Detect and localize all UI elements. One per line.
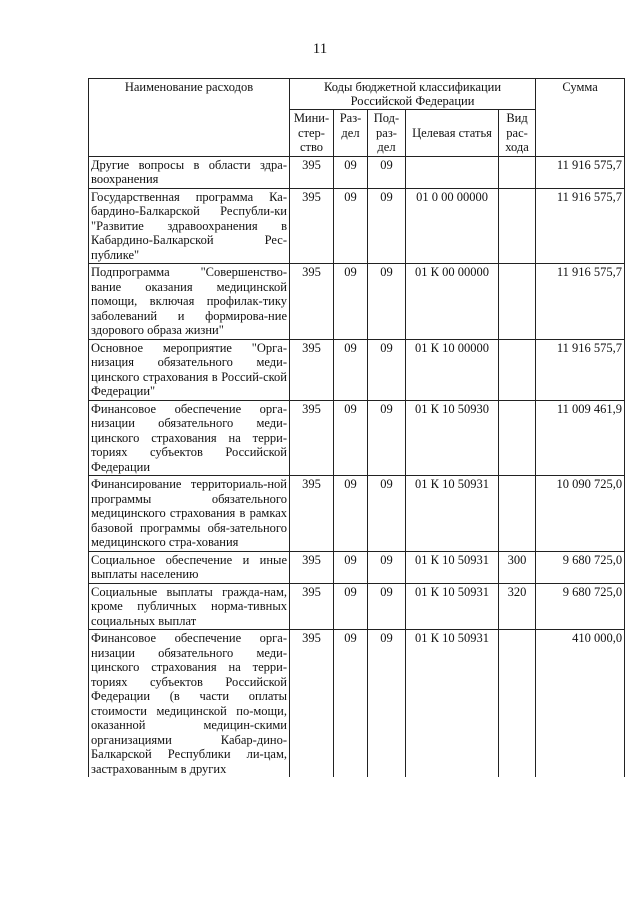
cell-subsection: 09 [368, 264, 406, 340]
table-row [89, 339, 625, 400]
header-sum: Сумма [536, 79, 625, 157]
cell-section: 09 [334, 156, 368, 188]
cell-expense-name: Другие вопросы в области здра-воохранения [89, 156, 290, 188]
cell-expense-type [499, 339, 536, 400]
cell-expense-type: 320 [499, 583, 536, 630]
cell-sum: 11 916 575,7 [536, 339, 625, 400]
cell-expense-name: Финансовое обеспечение орга-низации обязательного меди-цинского страхования на терри-ториях субъектов Российской Федерации [89, 400, 290, 476]
cell-subsection: 09 [368, 339, 406, 400]
table-row [89, 156, 625, 188]
table-row [89, 551, 625, 583]
cell-subsection: 09 [368, 630, 406, 778]
cell-section: 09 [334, 264, 368, 340]
table-row [89, 264, 625, 340]
cell-sum: 11 916 575,7 [536, 264, 625, 340]
cell-expense-name: Финансирование территориаль-ной программы обязательного медицинского страхования в рамках базовой программы обя-зательного медицинского стра-хования [89, 476, 290, 552]
cell-target-item: 01 К 10 00000 [406, 339, 499, 400]
cell-ministry: 395 [290, 630, 334, 778]
header-row-top [89, 79, 625, 110]
page-number: 11 [312, 41, 328, 57]
cell-expense-type [499, 188, 536, 264]
cell-target-item: 01 К 10 50931 [406, 583, 499, 630]
cell-target-item: 01 К 10 50931 [406, 630, 499, 778]
cell-ministry: 395 [290, 188, 334, 264]
cell-ministry: 395 [290, 156, 334, 188]
cell-expense-type: 300 [499, 551, 536, 583]
cell-subsection: 09 [368, 188, 406, 264]
table-row [89, 583, 625, 630]
cell-expense-name: Социальное обеспечение и иные выплаты населению [89, 551, 290, 583]
header-section: Раз-дел [334, 110, 368, 157]
budget-expenses-table [88, 78, 625, 777]
cell-expense-name: Государственная программа Ка-бардино-Балкарской Республи-ки "Развитие здравоохранения в Кабардино-Балкарской Рес-публике" [89, 188, 290, 264]
cell-subsection: 09 [368, 400, 406, 476]
table-body [89, 156, 625, 777]
cell-expense-name: Основное мероприятие "Орга-низация обязательного меди-цинского страхования в Россий-ской Федерации" [89, 339, 290, 400]
cell-ministry: 395 [290, 476, 334, 552]
cell-sum: 410 000,0 [536, 630, 625, 778]
table-row [89, 400, 625, 476]
cell-section: 09 [334, 583, 368, 630]
cell-expense-type [499, 476, 536, 552]
cell-section: 09 [334, 630, 368, 778]
table-row [89, 630, 625, 778]
cell-sum: 11 009 461,9 [536, 400, 625, 476]
cell-sum: 10 090 725,0 [536, 476, 625, 552]
cell-target-item: 01 К 10 50931 [406, 476, 499, 552]
cell-target-item: 01 К 00 00000 [406, 264, 499, 340]
cell-target-item: 01 К 10 50931 [406, 551, 499, 583]
cell-sum: 11 916 575,7 [536, 188, 625, 264]
cell-expense-type [499, 156, 536, 188]
cell-expense-name: Социальные выплаты гражда-нам, кроме публичных норма-тивных социальных выплат [89, 583, 290, 630]
header-expense-name: Наименование расходов [89, 79, 290, 157]
cell-subsection: 09 [368, 156, 406, 188]
cell-sum: 9 680 725,0 [536, 551, 625, 583]
cell-expense-name: Финансовое обеспечение орга-низации обязательного меди-цинского страхования на терри-ториях субъектов Российской Федерации (в части оплаты стоимости медицинской по-мощи, оказанной медицин-скими организациями Кабар-дино-Балкарской Республики ли-цам, застрахованным в других [89, 630, 290, 778]
cell-ministry: 395 [290, 400, 334, 476]
cell-expense-type [499, 400, 536, 476]
cell-section: 09 [334, 551, 368, 583]
cell-expense-name: Подпрограмма "Совершенство-вание оказания медицинской помощи, включая профилак-тику заболеваний и формирова-ние здорового образа жизни" [89, 264, 290, 340]
cell-ministry: 395 [290, 551, 334, 583]
cell-ministry: 395 [290, 583, 334, 630]
cell-ministry: 395 [290, 264, 334, 340]
cell-expense-type [499, 264, 536, 340]
cell-target-item [406, 156, 499, 188]
cell-subsection: 09 [368, 583, 406, 630]
cell-sum: 9 680 725,0 [536, 583, 625, 630]
cell-subsection: 09 [368, 476, 406, 552]
header-ministry: Мини-стер-ство [290, 110, 334, 157]
cell-section: 09 [334, 339, 368, 400]
cell-ministry: 395 [290, 339, 334, 400]
cell-target-item: 01 0 00 00000 [406, 188, 499, 264]
header-target-item: Целевая статья [406, 110, 499, 157]
cell-section: 09 [334, 476, 368, 552]
cell-section: 09 [334, 188, 368, 264]
cell-subsection: 09 [368, 551, 406, 583]
cell-expense-type [499, 630, 536, 778]
cell-section: 09 [334, 400, 368, 476]
cell-target-item: 01 К 10 50930 [406, 400, 499, 476]
table-row [89, 188, 625, 264]
table-row [89, 476, 625, 552]
cell-sum: 11 916 575,7 [536, 156, 625, 188]
header-subsection: Под-раз-дел [368, 110, 406, 157]
header-expense-type: Вид рас-хода [499, 110, 536, 157]
header-budget-codes: Коды бюджетной классификации Российской Федерации [290, 79, 536, 110]
